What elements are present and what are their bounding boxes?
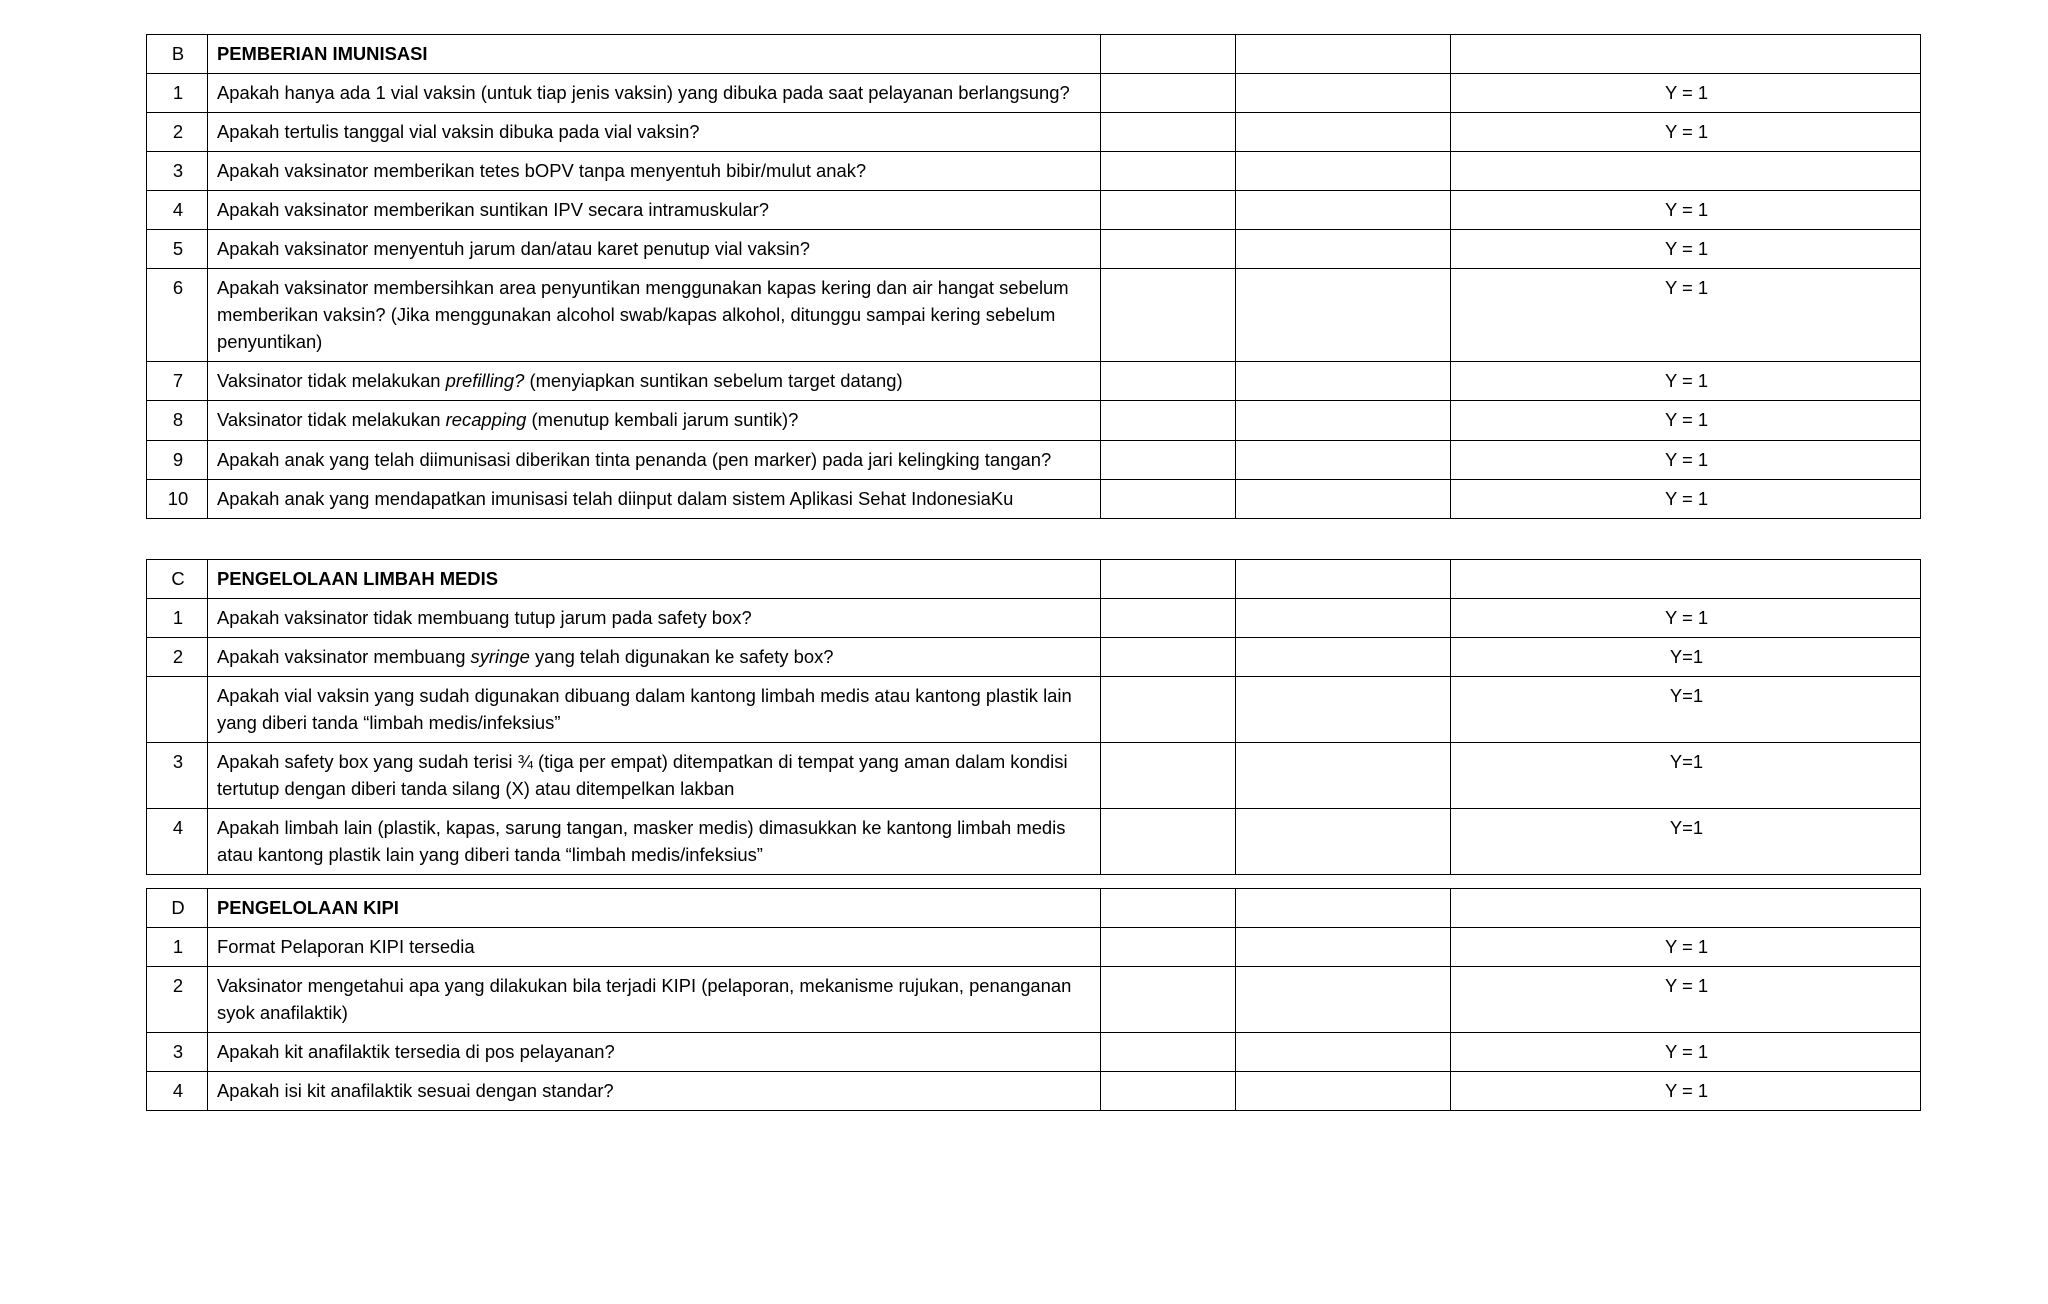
section-letter: B [147,35,208,74]
row-answer-cell-1[interactable] [1101,191,1236,230]
section-blank-cell-2[interactable] [1236,889,1451,928]
section-blank-cell-1[interactable] [1101,889,1236,928]
row-number: 1 [147,928,208,967]
table-row [147,743,1921,809]
section-header-row-b [147,35,1921,74]
row-number: 4 [147,809,208,875]
section-title: PENGELOLAAN LIMBAH MEDIS [208,560,1101,599]
section-score-cell[interactable] [1451,35,1921,74]
section-letter: D [147,889,208,928]
row-number [147,677,208,743]
row-answer-cell-1[interactable] [1101,113,1236,152]
row-answer-cell-2[interactable] [1236,191,1451,230]
row-answer-cell-1[interactable] [1101,743,1236,809]
row-number: 2 [147,113,208,152]
row-number: 4 [147,1072,208,1111]
section-blank-cell-1[interactable] [1101,560,1236,599]
row-answer-cell-1[interactable] [1101,479,1236,518]
section-title: PEMBERIAN IMUNISASI [208,35,1101,74]
row-question: Apakah vaksinator memberikan suntikan IPV secara intramuskular? [208,191,1101,230]
row-score-cell[interactable]: Y = 1 [1451,599,1921,638]
emphasis-term: syringe [470,646,530,668]
row-number: 7 [147,362,208,401]
text-run: Vaksinator tidak melakukan [217,409,446,431]
section-header-row-c [147,560,1921,599]
row-question: Apakah tertulis tanggal vial vaksin dibuka pada vial vaksin? [208,113,1101,152]
table-row [147,677,1921,743]
row-answer-cell-2[interactable] [1236,1033,1451,1072]
row-answer-cell-2[interactable] [1236,638,1451,677]
row-answer-cell-2[interactable] [1236,269,1451,362]
row-answer-cell-1[interactable] [1101,928,1236,967]
row-number: 5 [147,230,208,269]
row-answer-cell-1[interactable] [1101,152,1236,191]
table-row [147,638,1921,677]
row-number: 1 [147,599,208,638]
row-score-cell[interactable]: Y = 1 [1451,74,1921,113]
text-run: (menutup kembali jarum suntik)? [526,409,799,431]
table-row [147,401,1921,440]
row-score-cell[interactable]: Y = 1 [1451,928,1921,967]
row-answer-cell-2[interactable] [1236,74,1451,113]
row-number: 2 [147,638,208,677]
section-blank-cell-2[interactable] [1236,560,1451,599]
row-number: 4 [147,191,208,230]
row-answer-cell-2[interactable] [1236,1072,1451,1111]
section-score-cell[interactable] [1451,889,1921,928]
row-number: 9 [147,440,208,479]
row-answer-cell-2[interactable] [1236,677,1451,743]
table-row [147,440,1921,479]
table-row [147,599,1921,638]
row-score-cell[interactable]: Y = 1 [1451,440,1921,479]
row-answer-cell-1[interactable] [1101,362,1236,401]
row-question: Vaksinator mengetahui apa yang dilakukan bila terjadi KIPI (pelaporan, mekanisme rujukan, penanganan syok anafilaktik) [208,967,1101,1033]
row-score-cell[interactable]: Y=1 [1451,677,1921,743]
text-run: Apakah vaksinator membuang [217,646,471,668]
row-answer-cell-1[interactable] [1101,1033,1236,1072]
row-answer-cell-2[interactable] [1236,401,1451,440]
row-score-cell[interactable]: Y = 1 [1451,1033,1921,1072]
row-score-cell[interactable]: Y = 1 [1451,191,1921,230]
row-question: Apakah vaksinator membersihkan area penyuntikan menggunakan kapas kering dan air hangat sebelum memberikan vaksin? (Jika menggunakan alcohol swab/kapas alkohol, ditunggu sampai kering sebelum penyuntikan) [208,269,1101,362]
row-answer-cell-1[interactable] [1101,1072,1236,1111]
table-row [147,479,1921,518]
row-question: Apakah anak yang mendapatkan imunisasi telah diinput dalam sistem Aplikasi Sehat IndonesiaKu [208,479,1101,518]
table-row [147,269,1921,362]
row-answer-cell-1[interactable] [1101,967,1236,1033]
text-run: (menyiapkan suntikan sebelum target datang) [524,370,903,392]
table-row [147,230,1921,269]
row-score-cell[interactable]: Y = 1 [1451,230,1921,269]
row-score-cell[interactable]: Y = 1 [1451,269,1921,362]
row-question: Apakah vaksinator tidak membuang tutup jarum pada safety box? [208,599,1101,638]
row-answer-cell-2[interactable] [1236,599,1451,638]
row-answer-cell-2[interactable] [1236,152,1451,191]
row-score-cell[interactable]: Y=1 [1451,809,1921,875]
table-row [147,1033,1921,1072]
row-answer-cell-2[interactable] [1236,230,1451,269]
section-c-body [147,560,1921,875]
row-answer-cell-1[interactable] [1101,440,1236,479]
row-question [208,638,1101,677]
row-question [208,362,1101,401]
emphasis-term: recapping [445,409,527,431]
row-score-cell[interactable]: Y = 1 [1451,967,1921,1033]
row-answer-cell-1[interactable] [1101,401,1236,440]
row-number: 3 [147,743,208,809]
section-b-table [146,34,1921,519]
table-row [147,191,1921,230]
row-score-cell[interactable] [1451,152,1921,191]
row-question: Apakah anak yang telah diimunisasi diberikan tinta penanda (pen marker) pada jari kelingking tangan? [208,440,1101,479]
row-number: 10 [147,479,208,518]
row-answer-cell-2[interactable] [1236,809,1451,875]
table-row [147,113,1921,152]
row-question: Format Pelaporan KIPI tersedia [208,928,1101,967]
row-question: Apakah kit anafilaktik tersedia di pos pelayanan? [208,1033,1101,1072]
section-d-body [147,889,1921,1111]
section-b-table-wrapper [146,34,1920,519]
text-run: yang telah digunakan ke safety box? [529,646,834,668]
row-answer-cell-2[interactable] [1236,743,1451,809]
section-c-table-wrapper [146,559,1920,875]
section-header-row-d [147,889,1921,928]
emphasis-term: prefilling? [445,370,525,392]
row-answer-cell-2[interactable] [1236,362,1451,401]
row-question: Apakah hanya ada 1 vial vaksin (untuk tiap jenis vaksin) yang dibuka pada saat pelayanan berlangsung? [208,74,1101,113]
section-blank-cell-2[interactable] [1236,35,1451,74]
row-answer-cell-1[interactable] [1101,269,1236,362]
row-question: Apakah vaksinator memberikan tetes bOPV tanpa menyentuh bibir/mulut anak? [208,152,1101,191]
row-answer-cell-2[interactable] [1236,440,1451,479]
row-question: Apakah isi kit anafilaktik sesuai dengan standar? [208,1072,1101,1111]
row-answer-cell-1[interactable] [1101,677,1236,743]
table-row [147,809,1921,875]
row-question: Apakah limbah lain (plastik, kapas, sarung tangan, masker medis) dimasukkan ke kantong limbah medis atau kantong plastik lain yang diberi tanda “limbah medis/infeksius” [208,809,1101,875]
section-blank-cell-1[interactable] [1101,35,1236,74]
row-answer-cell-2[interactable] [1236,928,1451,967]
row-answer-cell-1[interactable] [1101,74,1236,113]
row-question: Apakah vaksinator menyentuh jarum dan/atau karet penutup vial vaksin? [208,230,1101,269]
row-score-cell[interactable]: Y = 1 [1451,401,1921,440]
text-run: Vaksinator tidak melakukan [217,370,446,392]
row-number: 3 [147,1033,208,1072]
row-answer-cell-1[interactable] [1101,599,1236,638]
table-row [147,967,1921,1033]
table-row [147,152,1921,191]
row-number: 2 [147,967,208,1033]
row-question: Apakah vial vaksin yang sudah digunakan dibuang dalam kantong limbah medis atau kantong plastik lain yang diberi tanda “limbah medis/infeksius” [208,677,1101,743]
row-score-cell[interactable]: Y=1 [1451,743,1921,809]
row-score-cell[interactable]: Y = 1 [1451,113,1921,152]
row-answer-cell-2[interactable] [1236,479,1451,518]
row-question: Apakah safety box yang sudah terisi ¾ (tiga per empat) ditempatkan di tempat yang aman dalam kondisi tertutup dengan diberi tanda silang (X) atau ditempelkan lakban [208,743,1101,809]
section-title: PENGELOLAAN KIPI [208,889,1101,928]
section-d-table-wrapper [146,888,1920,1111]
row-answer-cell-1[interactable] [1101,230,1236,269]
section-score-cell[interactable] [1451,560,1921,599]
row-number: 8 [147,401,208,440]
row-question [208,401,1101,440]
row-score-cell[interactable]: Y = 1 [1451,362,1921,401]
row-answer-cell-2[interactable] [1236,113,1451,152]
row-score-cell[interactable]: Y = 1 [1451,1072,1921,1111]
row-number: 3 [147,152,208,191]
table-row [147,74,1921,113]
row-answer-cell-2[interactable] [1236,967,1451,1033]
section-c-table [146,559,1921,875]
table-row [147,928,1921,967]
row-score-cell[interactable]: Y=1 [1451,638,1921,677]
row-number: 6 [147,269,208,362]
table-row [147,1072,1921,1111]
table-row [147,362,1921,401]
row-answer-cell-1[interactable] [1101,809,1236,875]
section-letter: C [147,560,208,599]
row-answer-cell-1[interactable] [1101,638,1236,677]
row-number: 1 [147,74,208,113]
section-b-body [147,35,1921,519]
section-d-table [146,888,1921,1111]
row-score-cell[interactable]: Y = 1 [1451,479,1921,518]
